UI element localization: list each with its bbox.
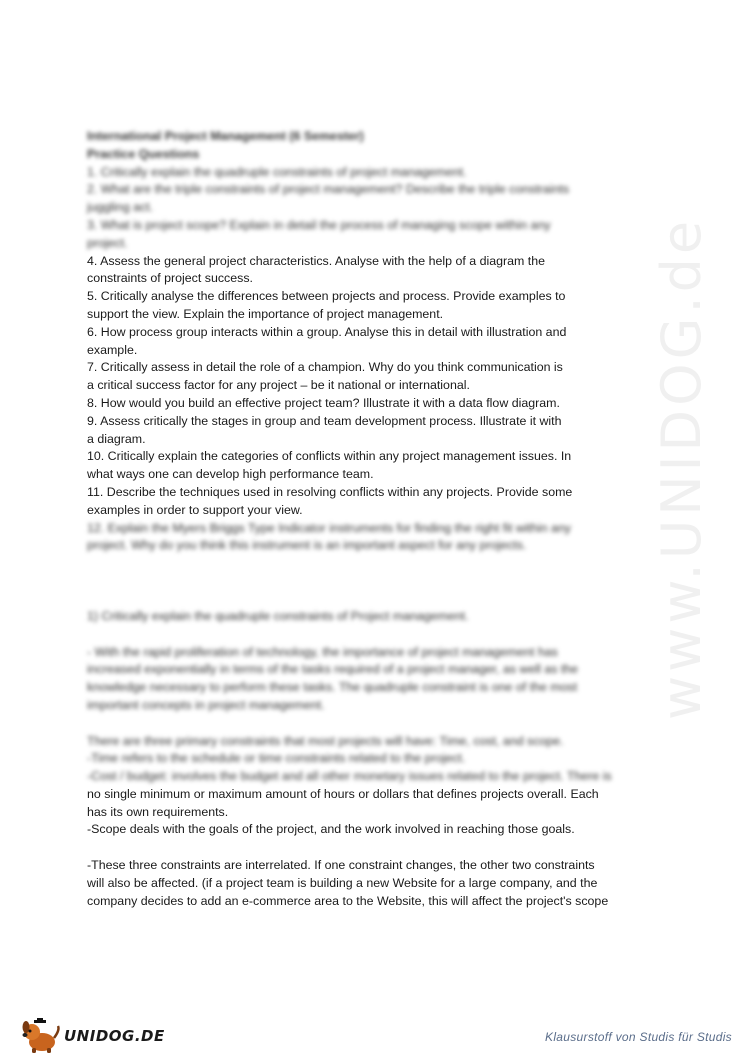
paragraph-line: There are three primary constraints that most projects will have: Time, cost, and scope. — [87, 733, 564, 748]
paragraph-line: - With the rapid proliferation of technology, the importance of project management has — [87, 644, 558, 659]
watermark: www.UNIDOG.de — [650, 216, 713, 720]
question-line: 4. Assess the general project characteristics. Analyse with the help of a diagram the — [87, 253, 546, 268]
question-line: 10. Critically explain the categories of conflicts within any project management issues. In — [87, 449, 572, 464]
question-line: 12. Explain the Myers Briggs Type Indicator instruments for finding the right fit within any — [87, 520, 571, 535]
paragraph-line: increased exponentially in terms of the tasks required of a project manager, as well as the — [87, 662, 579, 677]
question-line: support the view. Explain the importance of project management. — [87, 306, 444, 321]
question-line: example. — [87, 342, 138, 357]
question-line: 5. Critically analyse the differences between projects and process. Provide examples to — [87, 289, 566, 304]
question-line: 8. How would you build an effective project team? Illustrate it with a data flow diagram. — [87, 395, 560, 410]
question-line: 6. How process group interacts within a group. Analyse this in detail with illustration and — [87, 324, 567, 339]
paragraph-line: will also be affected. (if a project team is building a new Website for a large company, and the — [87, 875, 598, 890]
question-line: constraints of project success. — [87, 271, 253, 286]
question-line: a diagram. — [87, 431, 146, 446]
unidog-logo — [20, 1018, 165, 1054]
paragraph-line: -Scope deals with the goals of the project, and the work involved in reaching those goals. — [87, 822, 575, 837]
paragraph-line: has its own requirements. — [87, 804, 229, 819]
paragraph-line: -Time refers to the schedule or time constraints related to the project. — [87, 751, 466, 766]
question-line: 2. What are the triple constraints of project management? Describe the triple constraints — [87, 182, 570, 197]
question-line: a critical success factor for any project – be it national or international. — [87, 378, 470, 393]
question-line: 3. What is project scope? Explain in detail the process of managing scope within any — [87, 217, 551, 232]
paragraph-line: -These three constraints are interrelated. If one constraint changes, the other two constraints — [87, 858, 595, 873]
paragraph-line: no single minimum or maximum amount of hours or dollars that defines projects overall. Each — [87, 786, 599, 801]
course-title: International Project Management (6 Semester) — [87, 129, 364, 143]
document-body — [87, 128, 647, 910]
logo-text: UNIDOG.DE — [64, 1027, 165, 1045]
paragraph-line: company decides to add an e-commerce area to the Website, this will affect the project's scope — [87, 893, 609, 908]
section-subtitle: Practice Questions — [87, 146, 200, 161]
answer-paragraph-3 — [87, 857, 647, 910]
footer-tagline: Klausurstoff von Studis für Studis — [545, 1030, 732, 1044]
question-list — [87, 164, 647, 556]
question-line: 1. Critically explain the quadruple constraints of project management. — [87, 164, 467, 179]
answer-heading: 1) Critically explain the quadruple constraints of Project management. — [87, 608, 469, 623]
paragraph-line: important concepts in project management. — [87, 697, 325, 712]
question-line: what ways one can develop high performance team. — [87, 467, 374, 482]
dog-mascot-icon — [20, 1018, 62, 1054]
question-line: 7. Critically assess in detail the role of a champion. Why do you think communication is — [87, 360, 563, 375]
paragraph-line: knowledge necessary to perform these tasks. The quadruple constraint is one of the most — [87, 680, 578, 695]
question-line: juggling act. — [87, 200, 154, 215]
question-line: 11. Describe the techniques used in resolving conflicts within any projects. Provide some — [87, 484, 573, 499]
question-line: 9. Assess critically the stages in group and team development process. Illustrate it with — [87, 413, 562, 428]
answer-paragraph-1 — [87, 644, 647, 715]
question-line: examples in order to support your view. — [87, 502, 303, 517]
question-line: project. Why do you think this instrument is an important aspect for any projects. — [87, 538, 527, 553]
paragraph-line: -Cost / budget: involves the budget and all other monetary issues related to the project. There is — [87, 769, 612, 784]
question-line: project. — [87, 235, 128, 250]
answer-paragraph-2 — [87, 733, 647, 840]
